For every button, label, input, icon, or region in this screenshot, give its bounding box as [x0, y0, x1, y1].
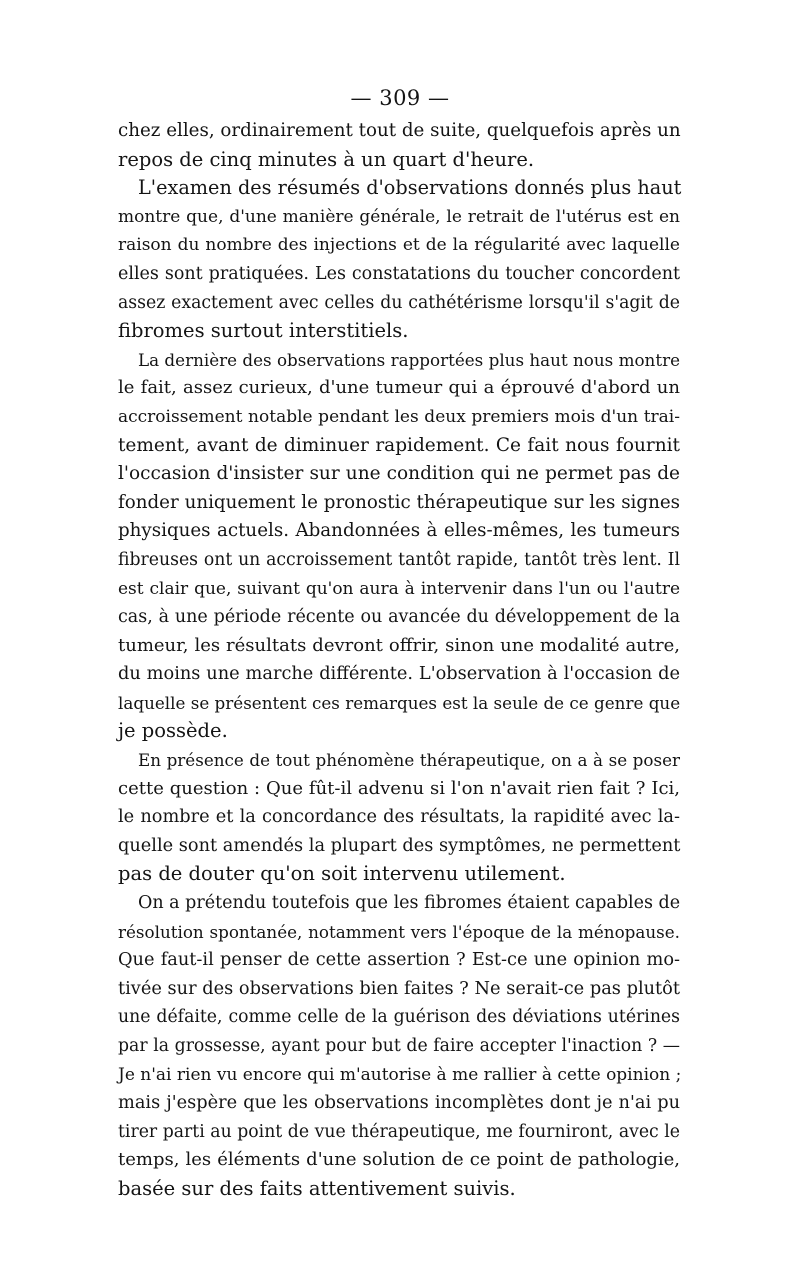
paragraph-start-line: On a prétendu toutefois que les fibromes étaient capables de: [138, 893, 681, 914]
text-line: laquelle se présentent ces remarques est la seule de ce genre que: [118, 692, 681, 713]
text-line: résolution spontanée, notamment vers l'époque de la ménopause.: [118, 921, 680, 942]
text-line: fonder uniquement le pronostic thérapeutique sur les signes: [118, 491, 680, 513]
paragraph-start-line: L'examen des résumés d'observations donnés plus haut: [138, 176, 682, 200]
text-line: est clair que, suivant qu'on aura à intervenir dans l'un ou l'autre: [118, 578, 680, 599]
text-line: pas de douter qu'on soit intervenu utilement.: [118, 862, 566, 886]
text-line: elles sont pratiquées. Les constatations du toucher concordent: [118, 263, 680, 284]
text-line: temps, les éléments d'une solution de ce point de pathologie,: [118, 1149, 680, 1171]
text-line: chez elles, ordinairement tout de suite, quelquefois après un: [118, 120, 681, 141]
text-line: par la grossesse, ayant pour but de faire accepter l'inaction ? —: [118, 1036, 680, 1056]
text-line: cas, à une période récente ou avancée du développement de la: [118, 607, 680, 628]
text-line: tumeur, les résultats devront offrir, sinon une modalité autre,: [118, 634, 680, 656]
text-line: le nombre et la concordance des résultats, la rapidité avec la-: [118, 807, 680, 828]
text-line: l'occasion d'insister sur une condition qui ne permet pas de: [118, 463, 680, 485]
text-line: cette question : Que fût-il advenu si l'on n'avait rien fait ? Ici,: [118, 777, 680, 799]
text-line: du moins une marche différente. L'observation à l'occasion de: [118, 664, 680, 685]
text-line: fibromes surtout interstitiels.: [118, 319, 409, 343]
text-line: Je n'ai rien vu encore qui m'autorise à me rallier à cette opinion ;: [118, 1064, 682, 1085]
text-line: tivée sur des observations bien faites ? Ne serait-ce pas plutôt: [118, 978, 680, 999]
text-line: basée sur des faits attentivement suivis.: [118, 1176, 516, 1200]
text-line: tirer parti au point de vue thérapeutique, me fourniront, avec le: [118, 1121, 680, 1142]
text-line: quelle sont amendés la plupart des symptômes, ne permettent: [118, 835, 681, 856]
text-line: le fait, assez curieux, d'une tumeur qui a éprouvé d'abord un: [118, 377, 680, 399]
text-line: repos de cinq minutes à un quart d'heure.: [118, 147, 535, 171]
text-line: une défaite, comme celle de la guérison des déviations utérines: [118, 1007, 680, 1028]
text-line: montre que, d'une manière générale, le retrait de l'utérus est en: [118, 206, 680, 227]
text-line: je possède.: [118, 719, 228, 743]
text-line: accroissement notable pendant les deux premiers mois d'un trai-: [118, 406, 680, 427]
text-line: Que faut-il penser de cette assertion ? Est-ce une opinion mo-: [118, 950, 680, 971]
text-line: fibreuses ont un accroissement tantôt rapide, tantôt très lent. Il: [118, 549, 680, 570]
text-line: tement, avant de diminuer rapidement. Ce fait nous fournit: [118, 434, 680, 456]
paragraph-start-line: La dernière des observations rapportées plus haut nous montre: [138, 349, 680, 370]
paragraph-start-line: En présence de tout phénomène thérapeutique, on a à se poser: [138, 750, 680, 771]
body-text: [118, 117, 680, 1204]
text-line: physiques actuels. Abandonnées à elles-mêmes, les tumeurs: [118, 520, 680, 542]
text-line: assez exactement avec celles du cathétérisme lorsqu'il s'agit de: [118, 292, 680, 313]
text-line: raison du nombre des injections et de la régularité avec laquelle: [118, 235, 680, 256]
page-number: — 309 —: [350, 86, 450, 110]
text-line: mais j'espère que les observations incomplètes dont je n'ai pu: [118, 1093, 680, 1114]
